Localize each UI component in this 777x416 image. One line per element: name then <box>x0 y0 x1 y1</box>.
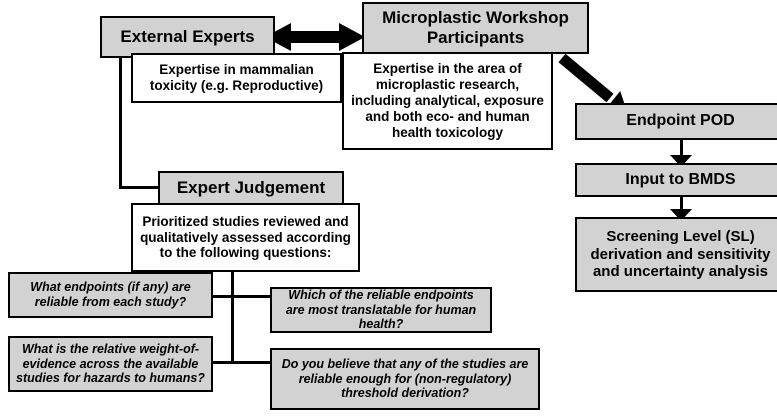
question-box-2[interactable] <box>270 287 492 333</box>
connector-judgement-questions-vertical <box>231 272 234 362</box>
node-workshop-participants[interactable] <box>362 2 589 54</box>
question-box-1-text: What endpoints (if any) are reliable from each study? <box>30 280 191 309</box>
node-external-experts-label: External Experts <box>120 26 255 46</box>
node-expert-judgement-detail <box>131 203 360 272</box>
question-box-4-text: Do you believe that any of the studies are reliable enough for (non-regulatory) threshold derivation? <box>281 356 529 401</box>
node-workshop-participants-detail-text: Expertise in the area of microplastic research, including analytical, exposure and both eco- and human health toxicology <box>351 61 544 140</box>
question-box-1[interactable] <box>8 272 213 318</box>
node-expert-judgement[interactable] <box>158 171 344 205</box>
node-endpoint-pod-label: Endpoint POD <box>626 112 735 130</box>
node-expert-judgement-detail-text: Prioritized studies reviewed and qualitatively assessed according to the following questions: <box>140 213 351 261</box>
node-input-to-bmds[interactable] <box>575 163 777 197</box>
node-input-to-bmds-label: Input to BMDS <box>625 170 736 188</box>
question-box-3[interactable] <box>8 336 213 392</box>
connector-question-3-4 <box>212 361 274 364</box>
double-arrow-experts-participants <box>265 22 365 52</box>
node-screening-level-label: Screening Level (SL) derivation and sensitivity and uncertainty analysis <box>590 227 771 281</box>
connector-question-1-2 <box>212 295 274 298</box>
node-workshop-participants-detail <box>342 52 553 150</box>
node-external-experts[interactable] <box>100 16 275 58</box>
connector-external-to-judgement-vertical <box>119 58 122 187</box>
question-box-4[interactable] <box>270 348 540 410</box>
connector-external-to-judgement-horizontal <box>119 186 159 189</box>
question-box-2-text: Which of the reliable endpoints are most translatable for human health? <box>285 287 477 332</box>
node-expert-judgement-label: Expert Judgement <box>176 177 326 197</box>
node-workshop-participants-label: Microplastic Workshop Participants <box>382 7 569 47</box>
node-external-experts-detail-text: Expertise in mammalian toxicity (e.g. Reproductive) <box>149 62 324 93</box>
node-endpoint-pod[interactable] <box>575 103 777 140</box>
node-screening-level[interactable] <box>575 217 777 292</box>
question-box-3-text: What is the relative weight-of-evidence across the available studies for hazards to humans? <box>16 341 205 386</box>
node-external-experts-detail <box>131 53 342 103</box>
